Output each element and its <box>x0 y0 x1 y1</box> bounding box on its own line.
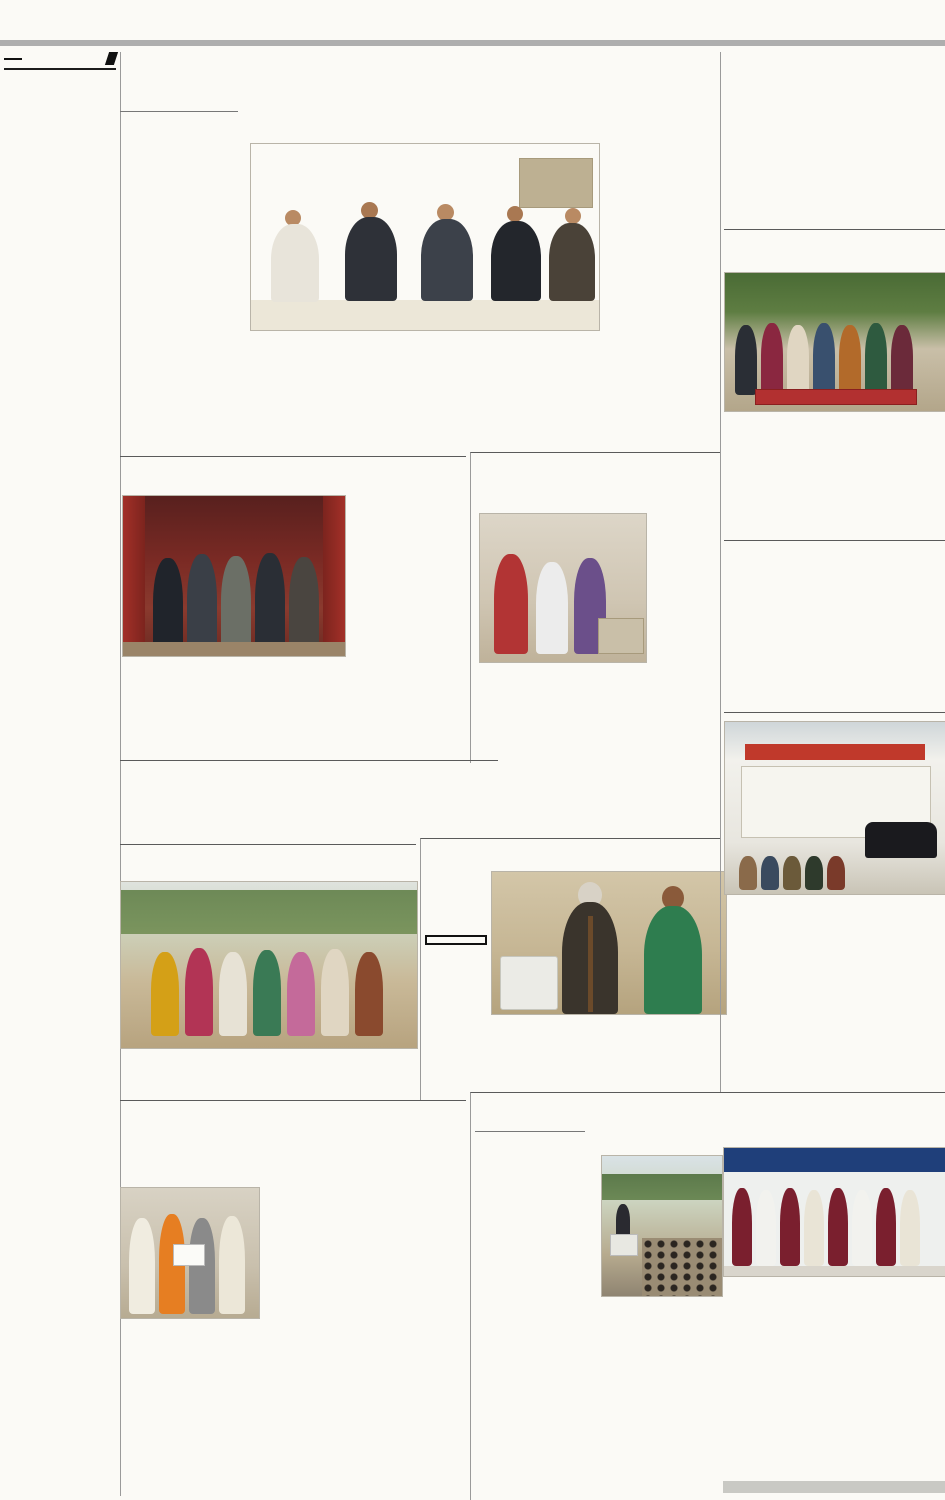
window-shape <box>519 158 593 208</box>
podium-shape <box>610 1234 638 1256</box>
article-nipun <box>724 229 945 534</box>
person-figure <box>287 952 315 1036</box>
person-figure <box>345 217 397 301</box>
person-figure <box>732 1188 752 1266</box>
briefs-title <box>4 58 22 60</box>
confidence-body-2 <box>475 1295 717 1491</box>
meeting-photo <box>250 143 600 331</box>
health-intro <box>475 479 717 505</box>
crowd-speech-photo <box>601 1155 723 1297</box>
police-station-photo <box>724 721 945 895</box>
tar-body <box>724 55 945 223</box>
person-figure <box>780 1188 800 1266</box>
lead-byline <box>120 107 238 112</box>
person-figure <box>221 556 251 656</box>
floor-shape <box>724 1266 945 1276</box>
person-figure <box>876 1188 896 1266</box>
person-figure <box>271 224 319 302</box>
elderly-couple-photo <box>491 871 727 1015</box>
car-shape <box>865 822 937 858</box>
floor-shape <box>123 642 345 656</box>
header-divider <box>0 40 945 46</box>
confidence-byline <box>475 1127 585 1132</box>
briefs-title-bar <box>4 52 116 70</box>
person-figure <box>756 1190 776 1266</box>
paper-shape <box>173 1244 205 1266</box>
person-figure <box>787 325 809 395</box>
lead-column-2 <box>250 335 598 453</box>
health-below-text <box>475 663 717 755</box>
person-figure <box>187 554 217 656</box>
walking-stick-shape <box>588 916 593 1012</box>
person-figure <box>735 325 757 395</box>
college-awards-photo <box>723 1147 945 1277</box>
person-figure <box>891 325 913 395</box>
health-camp-photo <box>479 513 647 663</box>
person-figure <box>827 856 845 890</box>
fire-relief-photo <box>120 881 418 1049</box>
person-figure <box>761 856 779 890</box>
nipun-intro <box>724 237 945 269</box>
person-head <box>565 208 581 224</box>
person-figure <box>151 952 179 1036</box>
lead-column-1 <box>120 141 244 453</box>
person-figure <box>421 219 473 301</box>
article-awards <box>723 1121 945 1493</box>
trees-shape <box>602 1174 722 1200</box>
person-figure <box>852 1190 872 1266</box>
parents-highlight-box <box>425 935 487 945</box>
person-figure <box>804 1190 824 1266</box>
nipun-group-photo <box>724 272 945 412</box>
person-figure <box>783 856 801 890</box>
article-fire <box>120 844 416 1101</box>
audience-shape <box>642 1238 722 1296</box>
charas-side-column <box>350 489 464 755</box>
person-figure <box>739 856 757 890</box>
person-figure <box>644 906 702 1014</box>
olympiad-body <box>120 769 498 821</box>
health-side-column <box>647 509 717 657</box>
memorandum-photo <box>120 1187 260 1319</box>
charas-below-text <box>122 655 344 755</box>
article-health-camp <box>470 452 721 763</box>
person-figure <box>219 1216 245 1314</box>
person-figure <box>185 948 213 1036</box>
nipun-body <box>724 416 945 534</box>
article-parents <box>420 838 721 1101</box>
person-figure <box>839 325 861 395</box>
article-confidence <box>470 1092 945 1500</box>
parents-intro <box>425 867 483 931</box>
article-rickshaw <box>724 712 945 1049</box>
table-shape <box>251 300 599 330</box>
person-figure <box>491 221 541 301</box>
right-column <box>720 52 945 1092</box>
person-figure <box>900 1190 920 1266</box>
sidebar-briefs <box>4 52 121 1496</box>
land-body-1 <box>264 1183 466 1313</box>
person-figure <box>813 323 835 395</box>
article-olympiad <box>120 760 498 845</box>
person-figure <box>355 952 383 1036</box>
person-figure <box>761 323 783 395</box>
trees-shape <box>121 890 417 934</box>
article-lead <box>120 55 718 455</box>
station-sign <box>745 744 925 760</box>
bottom-gray-bar <box>723 1481 945 1493</box>
briefs-title-ornament <box>105 52 118 65</box>
person-figure <box>253 950 281 1036</box>
confidence-body-1 <box>475 1151 593 1291</box>
person-figure <box>549 223 595 301</box>
article-historysheeter <box>724 540 945 706</box>
article-land <box>120 1100 466 1500</box>
chair-shape <box>500 956 558 1010</box>
curtain-shape <box>123 496 145 656</box>
article-tar-drums <box>724 52 945 223</box>
curtain-shape <box>323 496 345 656</box>
land-body-2 <box>120 1319 466 1495</box>
person-figure <box>536 562 568 654</box>
person-head <box>507 206 523 222</box>
person-figure <box>865 323 887 395</box>
person-figure <box>219 952 247 1036</box>
person-figure <box>494 554 528 654</box>
police-lineup-photo <box>122 495 346 657</box>
rickshaw-body <box>724 899 945 1049</box>
banner-shape <box>755 389 917 405</box>
health-continuation <box>502 764 716 840</box>
person-figure <box>321 949 349 1036</box>
person-figure <box>255 553 285 656</box>
college-banner <box>724 1148 945 1172</box>
table-shape <box>598 618 644 654</box>
article-charas <box>120 456 466 761</box>
person-figure <box>129 1218 155 1314</box>
lead-column-3 <box>602 107 718 453</box>
history-body <box>724 548 945 706</box>
person-figure <box>189 1218 215 1314</box>
person-figure <box>828 1188 848 1266</box>
person-figure <box>805 856 823 890</box>
